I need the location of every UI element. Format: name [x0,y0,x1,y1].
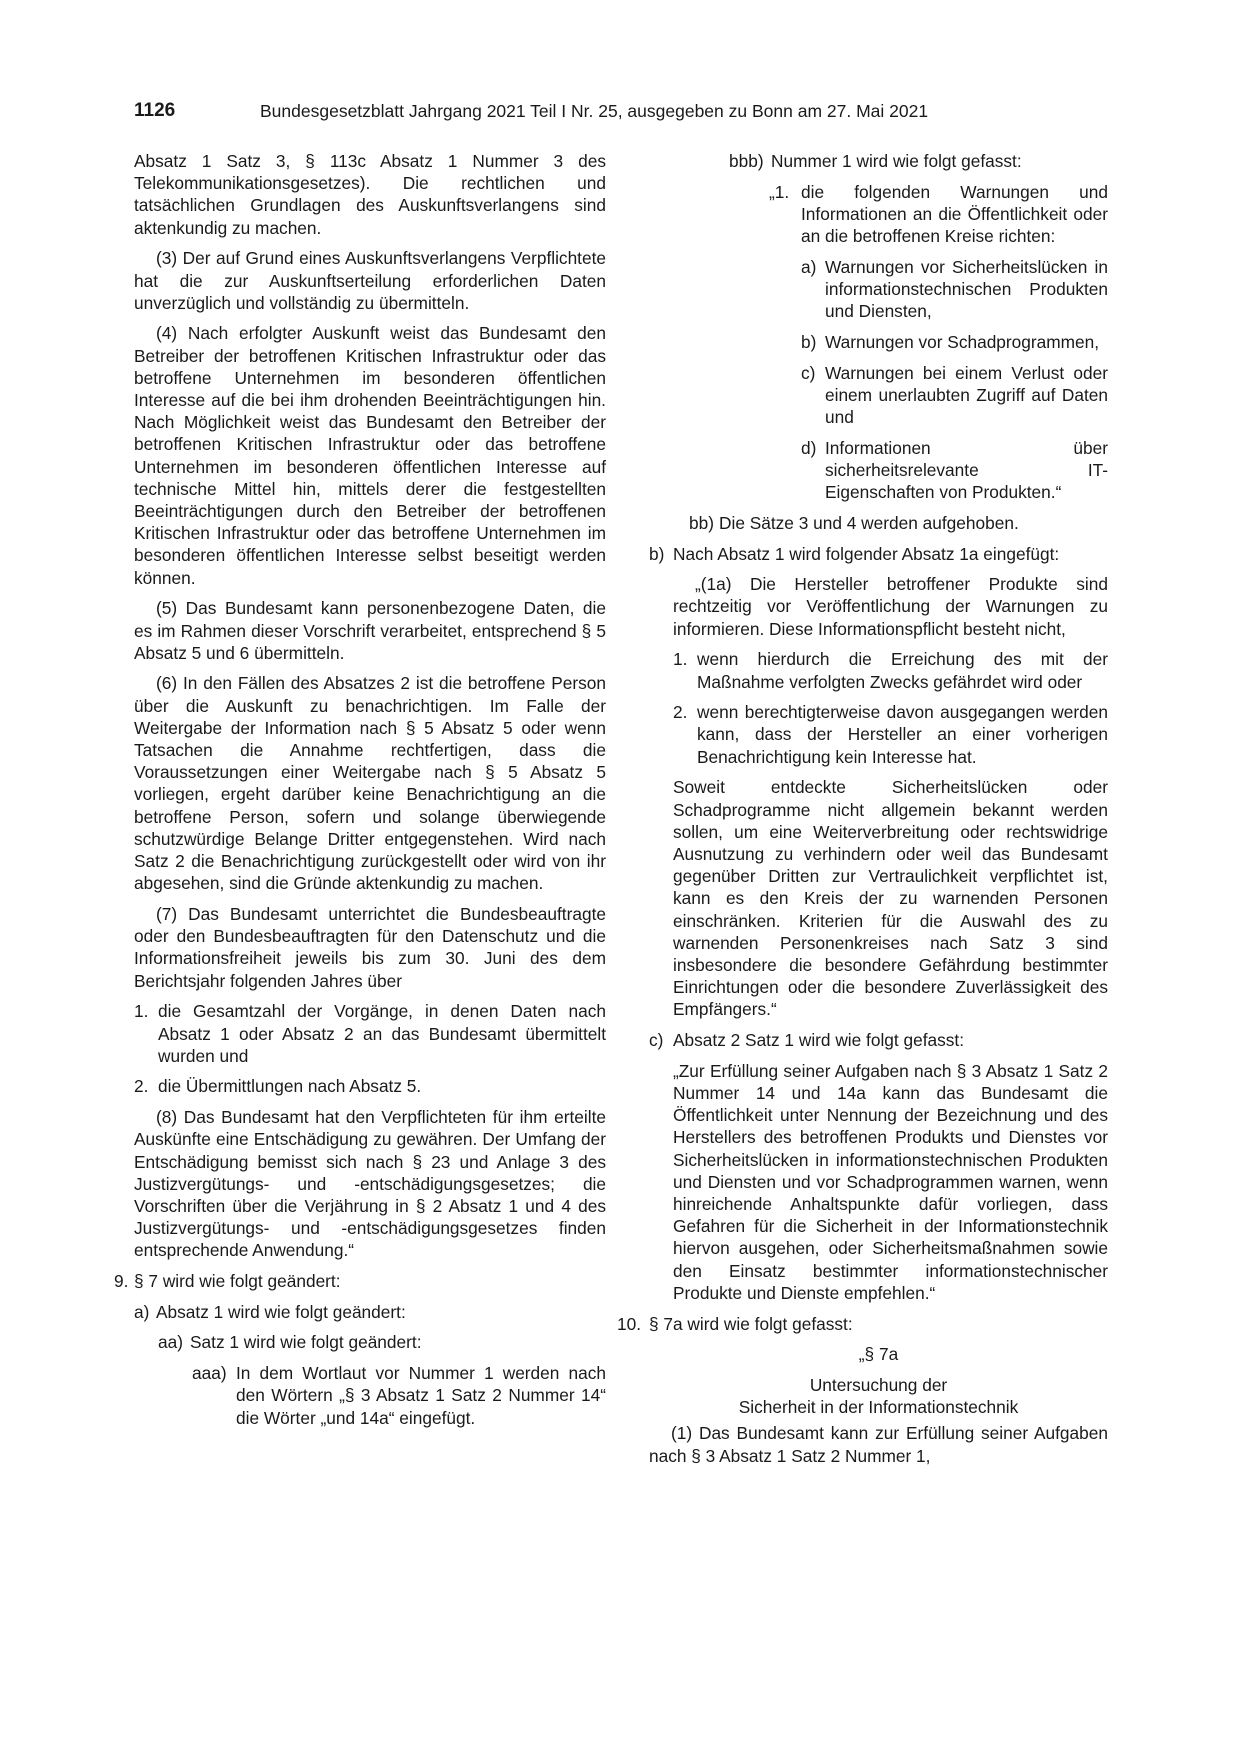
list-item-text: Die Sätze 3 und 4 werden aufgehoben. [719,512,1019,533]
list-item-number: „1. [769,181,790,202]
quoted-paragraph-1a: „(1a) Die Hersteller betroffener Produkte sind rechtzeitig vor Veröffentlichung der Warnungen zu informieren. Diese Informationspflicht besteht nicht, [673,574,1108,639]
list-item-number: aa) [158,1332,183,1353]
sub-item-c [801,362,1108,429]
list-item-number: 1. [673,649,688,670]
list-item-c [649,1029,1108,1051]
paragraph-3: (3) Der auf Grund eines Auskunftsverlangens Verpflichtete hat die zur Auskunftserteilung erforderlichen Daten unverzüglich und vollständig zu übermitteln. [134,248,606,313]
quoted-item-1 [769,181,1108,248]
list-item-9 [114,1270,606,1292]
list-item-text: Satz 1 wird wie folgt geändert: [190,1332,422,1353]
paragraph-continued: Absatz 1 Satz 3, § 113c Absatz 1 Nummer 3 des Telekommunikationsgesetzes). Die rechtlichen und tatsächlichen Grundlagen des Auskunftsverlangens sind aktenkundig zu machen. [134,151,606,238]
list-item-b [649,543,1108,565]
list-item [673,701,1108,768]
gazette-title: Bundesgesetzblatt Jahrgang 2021 Teil I Nr. 25, ausgegeben zu Bonn am 27. Mai 2021 [260,101,929,121]
sub-item-b [801,331,1108,353]
list-item-text: § 7a wird wie folgt gefasst: [649,1313,853,1334]
paragraph-8: (8) Das Bundesamt hat den Verpflichteten für ihm erteilte Auskünfte eine Entschädigung zu gewähren. Der Umfang der Entschädigung bemisst sich nach § 23 und Anlage 3 des Justizvergütungs- und -entschädigungsgesetzes; die Vorschriften über die Verjährung in § 2 Absatz 1 und 4 des Justizvergütungs- und -entschädigungsgesetzes finden entsprechende Anwendung.“ [134,1107,606,1261]
paragraph-7: (7) Das Bundesamt unterrichtet die Bundesbeauftragte oder den Bundesbeauftragten für den Datenschutz und die Informationsfreiheit jeweils bis zum 30. Juni des dem Berichtsjahr folgenden Jahres über [134,904,606,991]
paragraph-4: (4) Nach erfolgter Auskunft weist das Bundesamt den Betreiber der betroffenen Kritischen Infrastruktur oder das betroffene Unternehmen im besonderen öffentlichen Interesse auf die bei ihm drohenden Beeinträchtigungen hin. Nach Möglichkeit weist das Bundesamt den Betreiber der betroffenen Kritischen Infrastruktur oder das betroffene Unternehmen im besonderen öffentlichen Interesse auf technische Mittel hin, mittels derer die festgestellten Beeinträchtigungen durch den Betreiber der betroffenen Kritischen Infrastruktur oder das betroffene Unternehmen im besonderen öffentlichen Interesse selbst beseitigt werden können. [134,323,606,588]
section-label: „§ 7a [858,1344,899,1365]
list-item-text: Nach Absatz 1 wird folgender Absatz 1a eingefügt: [673,543,1060,564]
quoted-sentence: „Zur Erfüllung seiner Aufgaben nach § 3 Absatz 1 Satz 2 Nummer 14 und 14a kann das Bundesamt die Öffentlichkeit unter Nennung der Bezeichnung und des Herstellers des betroffenen Produkts und Dienstes vor Sicherheitslücken in informationstechnischen Produkten und Diensten und vor Schadprogrammen warnen, wenn hinreichende Anhaltspunkte dafür vorliegen, dass Gefahren für die Sicherheit in der Informationstechnik hiervon ausgehen, oder Sicherheitsmaßnahmen sowie den Einsatz bestimmter informationstechnischer Produkte und Dienste empfehlen.“ [673,1060,1108,1303]
list-item-text: In dem Wortlaut vor Nummer 1 werden nach den Wörtern „§ 3 Absatz 1 Satz 2 Nummer 14“ die Wörter „und 14a“ eingefügt. [236,1363,606,1428]
list-item-number: c) [649,1030,664,1051]
section-title-line-1: Untersuchung der [809,1374,948,1395]
list-item [673,648,1108,692]
list-item-9a [134,1301,606,1323]
list-item-text: Informationen über sicherheitsrelevante IT-Eigenschaften von Produkten.“ [825,437,1108,503]
list-item [134,1000,606,1067]
sub-item-a [801,256,1108,323]
right-column [617,150,1108,1475]
left-column [114,150,606,1437]
paragraph-5: (5) Das Bundesamt kann personenbezogene Daten, die es im Rahmen dieser Vorschrift verarbeitet, entsprechend § 5 Absatz 5 und 6 übermitteln. [134,598,606,663]
list-item-number: a) [134,1301,150,1322]
list-item-text: die Übermittlungen nach Absatz 5. [158,1076,422,1097]
list-item-number: b) [649,543,665,564]
list-item-text: Warnungen bei einem Verlust oder einem unerlaubten Zugriff auf Daten und [825,362,1108,428]
list-item-text: Warnungen vor Schadprogrammen, [825,331,1100,352]
list-item-10 [617,1313,1108,1335]
list-item-number: aaa) [192,1363,227,1384]
list-item-number: b) [801,331,817,352]
list-item-text: Warnungen vor Sicherheitslücken in informationstechnischen Produkten und Diensten, [825,256,1108,322]
list-item-number: 9. [114,1271,129,1292]
list-item-9aa [158,1331,606,1353]
list-item-text: die folgenden Warnungen und Informationen an die Öffentlichkeit oder an die betroffenen Kreise richten: [801,181,1108,247]
list-item-9aaa [192,1362,606,1429]
list-item-number: 1. [134,1001,149,1022]
section-title-line-2: Sicherheit in der Informationstechnik [738,1397,1019,1418]
list-item-number: 2. [673,702,688,723]
section-title [649,1374,1108,1418]
list-item-number: d) [801,437,817,458]
page-number: 1126 [134,100,176,121]
list-item-number: bbb) [729,151,764,171]
list-item-text: § 7 wird wie folgt geändert: [134,1271,341,1292]
list-item-number: c) [801,362,816,383]
list-item-text: wenn berechtigterweise davon ausgegangen werden kann, dass der Hersteller an einer vorherigen Benachrichtigung kein Interesse hat. [697,702,1108,767]
sub-item-d [801,437,1108,504]
list-item-number: a) [801,256,817,277]
list-item-bb [689,512,1108,534]
quoted-paragraph-cont: Soweit entdeckte Sicherheitslücken oder Schadprogramme nicht allgemein bekannt werden sollen, um eine Weiterverbreitung oder rechtswidrige Ausnutzung zu verhindern oder weil das Bundesamt gegenüber Dritten zur Vertraulichkeit verpflichtet ist, kann es den Kreis der zu warnenden Personen einschränken. Kriterien für die Auswahl des zu warnenden Personenkreises nach Satz 3 sind insbesondere die besondere Gefährdung bestimmter Einrichtungen oder die besondere Zuverlässigkeit des Empfängers.“ [673,777,1108,1020]
section-paragraph-1: (1) Das Bundesamt kann zur Erfüllung seiner Aufgaben nach § 3 Absatz 1 Satz 2 Nummer 1, [649,1423,1108,1466]
list-item-text: Absatz 1 wird wie folgt geändert: [156,1301,406,1322]
list-item-bbb [729,150,1108,172]
paragraph-6: (6) In den Fällen des Absatzes 2 ist die betroffene Person über die Auskunft zu benachrichtigen. Im Falle der Weitergabe der Information nach § 5 Absatz 5 oder wenn Tatsachen die Annahme rechtfertigen, dass die Voraussetzungen einer Weitergabe nach § 5 Absatz 5 vorliegen, ergeht darüber keine Benachrichtigung an die betroffene Person, sofern und solange überwiegende schutzwürdige Belange Dritter entgegenstehen. Wird nach Satz 2 die Benachrichtigung zurückgestellt oder wird von ihr abgesehen, sind die Gründe aktenkundig zu machen. [134,673,606,894]
list-item [134,1075,606,1097]
list-item-text: Absatz 2 Satz 1 wird wie folgt gefasst: [673,1030,965,1051]
list-item-text: wenn hierdurch die Erreichung des mit der Maßnahme verfolgten Zwecks gefährdet wird oder [697,649,1108,692]
list-item-number: bb) [689,512,714,533]
list-item-number: 2. [134,1076,149,1097]
list-item-text: die Gesamtzahl der Vorgänge, in denen Daten nach Absatz 1 oder Absatz 2 an das Bundesamt übermittelt wurden und [158,1001,606,1066]
list-item-number: 10. [617,1313,642,1334]
list-item-text: Nummer 1 wird wie folgt gefasst: [771,151,1022,171]
